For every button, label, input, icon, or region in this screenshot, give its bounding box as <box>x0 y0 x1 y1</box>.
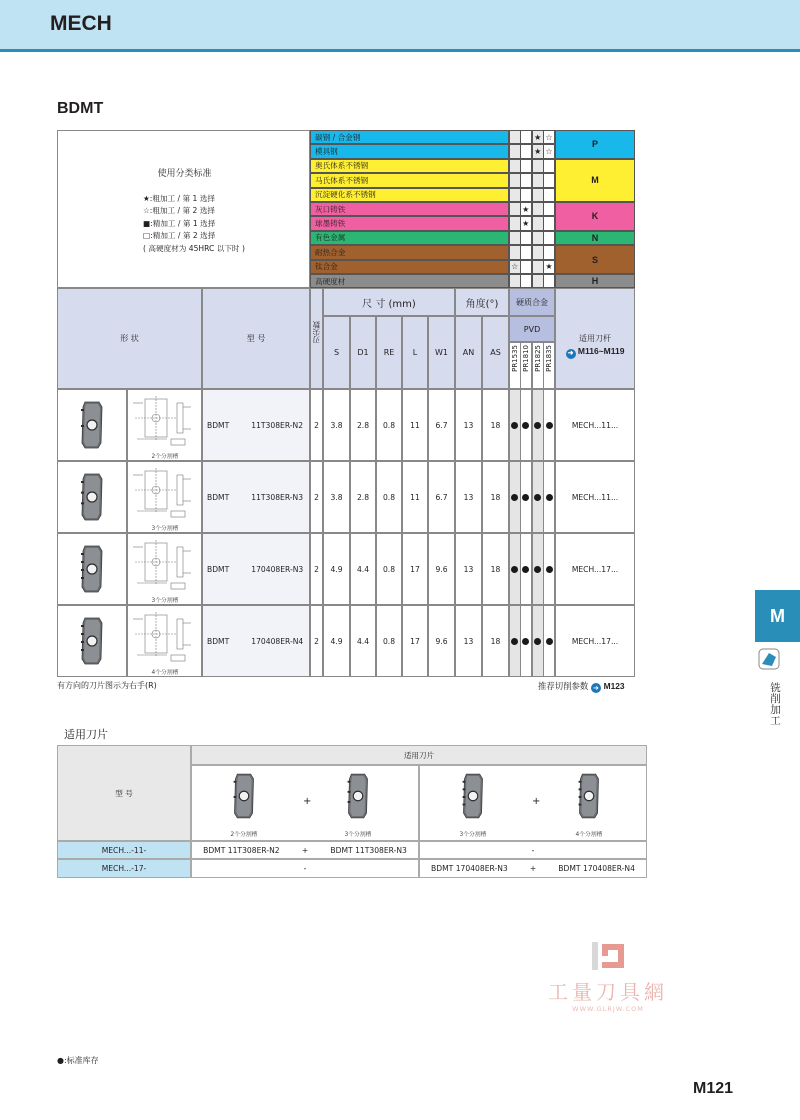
value-cell-an: 13 <box>455 389 482 461</box>
grade-mark <box>532 216 544 230</box>
value-cell-re: 0.8 <box>376 461 402 533</box>
compat-insert-name: BDMT 11T308ER-N3 <box>330 845 407 855</box>
insert-photo <box>81 545 103 593</box>
insert-drawing <box>131 395 199 451</box>
compat-insert-name: BDMT 170408ER-N4 <box>558 864 635 873</box>
insert-drawing <box>131 539 199 595</box>
angle-col-as: AS <box>482 316 509 389</box>
stock-cell <box>543 461 555 533</box>
value-cell-as: 18 <box>482 533 509 605</box>
stock-cell <box>532 389 544 461</box>
grade-mark <box>532 202 544 216</box>
carbide-header: 硬质合金 <box>509 288 555 316</box>
grade-mark <box>543 216 555 230</box>
material-name: 钛合金 <box>310 260 509 274</box>
watermark <box>528 940 688 1013</box>
insert-photo <box>81 473 103 521</box>
insert-photo-icon <box>463 773 484 819</box>
dim-col-re: RE <box>376 316 402 389</box>
stock-cell <box>509 605 521 677</box>
grade-mark <box>532 173 544 187</box>
stock-cell <box>520 461 532 533</box>
grade-mark <box>520 274 532 288</box>
iso-group-p: P <box>555 130 635 159</box>
watermark-url: WWW.GLRJW.COM <box>572 1005 644 1013</box>
grade-mark <box>543 231 555 245</box>
compat-insert-caption: 3个分割槽 <box>459 832 487 838</box>
plus-sign: + <box>301 845 309 855</box>
value-cell-d1: 4.4 <box>350 533 376 605</box>
value-cell-d1: 4.4 <box>350 605 376 677</box>
stock-dot <box>546 638 553 645</box>
insert-drawing <box>131 611 199 667</box>
grade-mark <box>509 274 521 288</box>
holder-ref-text: M116~M119 <box>577 345 625 356</box>
recommend-ref-page: M123 <box>603 681 625 691</box>
edges-cell: 2 <box>310 389 323 461</box>
grade-mark: ☆ <box>543 144 555 158</box>
stock-dot <box>534 638 541 645</box>
compat-insert-photo <box>234 773 255 819</box>
plus-sign: + <box>532 796 541 807</box>
grade-mark <box>532 188 544 202</box>
grade-mark <box>543 274 555 288</box>
stock-dot <box>511 422 518 429</box>
stock-cell <box>509 389 521 461</box>
grade-mark <box>532 245 544 259</box>
grade-mark <box>509 130 521 144</box>
value-cell-as: 18 <box>482 389 509 461</box>
value-cell-re: 0.8 <box>376 533 402 605</box>
shape-header: 形 状 <box>57 288 202 389</box>
value-cell-d1: 2.8 <box>350 389 376 461</box>
value-cell-d1: 2.8 <box>350 461 376 533</box>
value-cell-re: 0.8 <box>376 389 402 461</box>
model-code: 170408ER-N3 <box>251 564 304 574</box>
grade-mark <box>520 260 532 274</box>
legend-box <box>57 130 310 288</box>
grade-mark: ★ <box>520 202 532 216</box>
grade-mark <box>509 144 521 158</box>
edges-cell: 2 <box>310 533 323 605</box>
grade-mark <box>520 245 532 259</box>
stock-dot <box>534 566 541 573</box>
holder-cell: MECH...11... <box>555 389 635 461</box>
compat-insert-caption: 3个分割槽 <box>344 832 372 838</box>
legend-list <box>143 193 245 255</box>
grade-mark <box>509 188 521 202</box>
grade-col <box>543 342 555 389</box>
material-name: 灰口铸铁 <box>310 202 509 216</box>
grade-name: PR1835 <box>545 345 553 372</box>
recommend-ref[interactable] <box>538 680 625 693</box>
model-cell <box>202 533 310 605</box>
insert-photo-icon <box>81 401 103 449</box>
value-cell-s: 3.8 <box>323 461 350 533</box>
model-prefix: BDMT <box>207 636 230 646</box>
stock-note: ●:标准库存 <box>57 1056 99 1065</box>
material-name: 球墨铸铁 <box>310 216 509 230</box>
compat-row-11-right: - <box>419 841 647 859</box>
value-cell-w1: 9.6 <box>428 605 455 677</box>
grade-mark <box>520 231 532 245</box>
stock-cell <box>543 605 555 677</box>
dim-col-s: S <box>323 316 350 389</box>
drawing-caption: 3个分割槽 <box>151 526 179 532</box>
drawing-caption: 2个分割槽 <box>151 454 179 460</box>
stock-dot <box>546 422 553 429</box>
insert-drawing <box>131 467 199 523</box>
material-name: 耐热合金 <box>310 245 509 259</box>
insert-photo-icon <box>234 773 255 819</box>
edges-cell: 2 <box>310 461 323 533</box>
material-name: 碳钢 / 合金钢 <box>310 130 509 144</box>
grade-mark <box>509 216 521 230</box>
legend-item: ( 高硬度材为 45HRC 以下时 ) <box>143 243 245 253</box>
compat-insert-photo <box>463 773 484 819</box>
material-name: 沉淀硬化系不锈钢 <box>310 188 509 202</box>
grade-mark <box>520 144 532 158</box>
drawing-caption: 4个分割槽 <box>151 670 179 676</box>
page-header <box>0 0 800 52</box>
insert-photo <box>81 401 103 449</box>
compat-model-17: MECH...-17- <box>57 859 191 878</box>
grade-mark: ★ <box>532 144 544 158</box>
insert-drawing-icon <box>131 467 199 523</box>
insert-drawing-icon <box>131 611 199 667</box>
grade-mark <box>543 188 555 202</box>
value-cell-w1: 6.7 <box>428 461 455 533</box>
compat-model-11: MECH...-11- <box>57 841 191 859</box>
grade-mark: ☆ <box>509 260 521 274</box>
grade-mark <box>532 260 544 274</box>
holder-cell: MECH...17... <box>555 605 635 677</box>
edges-cell: 2 <box>310 605 323 677</box>
model-header: 型 号 <box>202 288 310 389</box>
section-title: BDMT <box>57 100 104 117</box>
legend-title: 使用分类标准 <box>157 169 212 179</box>
value-cell-an: 13 <box>455 533 482 605</box>
value-cell-l: 17 <box>402 605 428 677</box>
compat-row-11-left <box>191 841 419 859</box>
compat-row-17-right <box>419 859 647 878</box>
grade-mark <box>520 173 532 187</box>
iso-group-h: H <box>555 274 635 288</box>
stock-dot <box>522 566 529 573</box>
holder-header <box>555 288 635 389</box>
dimensions-header: 尺 寸 (mm) <box>323 288 455 316</box>
grade-mark <box>509 159 521 173</box>
watermark-text: 工量刀具網 <box>548 980 668 1004</box>
grade-mark <box>520 188 532 202</box>
stock-dot <box>511 494 518 501</box>
model-prefix: BDMT <box>207 564 230 574</box>
compat-row-17-left: - <box>191 859 419 878</box>
stock-dot <box>511 566 518 573</box>
stock-dot <box>546 566 553 573</box>
grade-mark <box>520 130 532 144</box>
model-code: 170408ER-N4 <box>251 636 304 646</box>
grade-mark: ★ <box>543 260 555 274</box>
value-cell-w1: 9.6 <box>428 533 455 605</box>
insert-photo-icon <box>81 617 103 665</box>
compat-insert-photo <box>579 773 600 819</box>
legend-item: ☆:粗加工 / 第 2 选择 <box>143 206 215 216</box>
insert-photo-icon <box>81 545 103 593</box>
value-cell-as: 18 <box>482 605 509 677</box>
stock-dot <box>546 494 553 501</box>
holder-cell: MECH...11... <box>555 461 635 533</box>
insert-photo-icon <box>81 473 103 521</box>
insert-photo-icon <box>348 773 369 819</box>
legend-item: ■:精加工 / 第 1 选择 <box>143 218 216 228</box>
header-title: MECH <box>50 12 112 35</box>
grade-mark <box>509 202 521 216</box>
stock-cell <box>543 533 555 605</box>
holder-cell: MECH...17... <box>555 533 635 605</box>
grade-mark <box>532 231 544 245</box>
iso-group-n: N <box>555 231 635 245</box>
compat-group-header: 适用刀片 <box>191 745 647 765</box>
stock-cell <box>520 389 532 461</box>
model-code: 11T308ER-N3 <box>251 492 304 502</box>
legend-item: □:精加工 / 第 2 选择 <box>143 231 216 241</box>
grade-mark <box>520 159 532 173</box>
grade-mark: ☆ <box>543 130 555 144</box>
iso-group-m: M <box>555 159 635 202</box>
page-number: M121 <box>693 1080 734 1097</box>
grade-name: PR1535 <box>510 345 519 372</box>
grade-mark <box>532 159 544 173</box>
stock-cell <box>532 605 544 677</box>
dim-col-l: L <box>402 316 428 389</box>
milling-icon <box>758 648 780 670</box>
stock-dot <box>522 422 529 429</box>
grade-col <box>509 342 521 389</box>
dim-col-w1: W1 <box>428 316 455 389</box>
drawing-caption: 3个分割槽 <box>151 598 179 604</box>
recommend-label: 推荐切削参数 <box>538 681 589 691</box>
grade-mark <box>543 173 555 187</box>
stock-cell <box>509 533 521 605</box>
grade-mark <box>509 245 521 259</box>
stock-dot <box>534 494 541 501</box>
grade-mark <box>509 231 521 245</box>
compat-insert-caption: 2个分割槽 <box>230 832 258 838</box>
value-cell-s: 3.8 <box>323 389 350 461</box>
grade-mark <box>509 173 521 187</box>
grade-mark: ★ <box>520 216 532 230</box>
compat-insert-caption: 4个分割槽 <box>575 832 603 838</box>
angle-header: 角度(°) <box>455 288 509 316</box>
stock-cell <box>509 461 521 533</box>
pvd-header: PVD <box>509 316 555 342</box>
iso-group-s: S <box>555 245 635 274</box>
value-cell-s: 4.9 <box>323 533 350 605</box>
value-cell-w1: 6.7 <box>428 389 455 461</box>
compat-insert-name: BDMT 170408ER-N3 <box>431 864 508 873</box>
value-cell-an: 13 <box>455 605 482 677</box>
right-hand-note: 有方向的刀片图示为右手(R) <box>57 681 157 690</box>
grade-mark <box>543 202 555 216</box>
material-name: 有色金属 <box>310 231 509 245</box>
watermark-logo <box>586 940 630 972</box>
arrow-right-icon: ➜ <box>591 683 601 693</box>
value-cell-l: 11 <box>402 461 428 533</box>
side-label: 铣削加工 <box>769 682 781 726</box>
stock-dot <box>522 638 529 645</box>
compat-insert-name: BDMT 11T308ER-N2 <box>203 845 280 855</box>
stock-dot <box>534 422 541 429</box>
compat-insert-photo <box>348 773 369 819</box>
plus-sign: + <box>303 796 312 807</box>
grade-mark <box>532 274 544 288</box>
stock-cell <box>520 605 532 677</box>
value-cell-re: 0.8 <box>376 605 402 677</box>
angle-col-an: AN <box>455 316 482 389</box>
insert-drawing-icon <box>131 539 199 595</box>
model-prefix: BDMT <box>207 420 230 430</box>
model-cell <box>202 461 310 533</box>
arrow-right-icon: ➜ <box>566 349 576 359</box>
iso-group-k: K <box>555 202 635 231</box>
material-name: 马氏体系不锈钢 <box>310 173 509 187</box>
stock-cell <box>520 533 532 605</box>
holder-header-label: 适用刀杆 <box>579 333 611 343</box>
material-name: 模具钢 <box>310 144 509 158</box>
stock-cell <box>543 389 555 461</box>
stock-dot <box>511 638 518 645</box>
insert-photo-icon <box>579 773 600 819</box>
grade-name: PR1825 <box>533 345 542 372</box>
section-tab[interactable]: M <box>755 590 800 642</box>
model-cell <box>202 605 310 677</box>
holder-ref-link[interactable] <box>566 346 625 359</box>
stock-dot <box>522 494 529 501</box>
grade-mark: ★ <box>532 130 544 144</box>
grade-col <box>520 342 532 389</box>
value-cell-s: 4.9 <box>323 605 350 677</box>
material-name: 奥氏体系不锈钢 <box>310 159 509 173</box>
grade-mark <box>543 159 555 173</box>
value-cell-l: 17 <box>402 533 428 605</box>
stock-cell <box>532 461 544 533</box>
model-code: 11T308ER-N2 <box>251 420 304 430</box>
value-cell-as: 18 <box>482 461 509 533</box>
grade-mark <box>543 245 555 259</box>
plus-sign: + <box>529 864 537 873</box>
insert-drawing-icon <box>131 395 199 451</box>
material-name: 高硬度材 <box>310 274 509 288</box>
stock-cell <box>532 533 544 605</box>
dim-col-d1: D1 <box>350 316 376 389</box>
grade-col <box>532 342 544 389</box>
grade-name: PR1810 <box>521 345 530 372</box>
compat-col-header: 型 号 <box>57 745 191 841</box>
model-cell <box>202 389 310 461</box>
edges-header <box>310 288 323 389</box>
legend-item: ★:粗加工 / 第 1 选择 <box>143 194 215 203</box>
value-cell-l: 11 <box>402 389 428 461</box>
model-prefix: BDMT <box>207 492 230 502</box>
value-cell-an: 13 <box>455 461 482 533</box>
edges-header-label: 刃尖数 <box>312 321 321 344</box>
insert-photo <box>81 617 103 665</box>
compat-title: 适用刀片 <box>64 728 108 741</box>
